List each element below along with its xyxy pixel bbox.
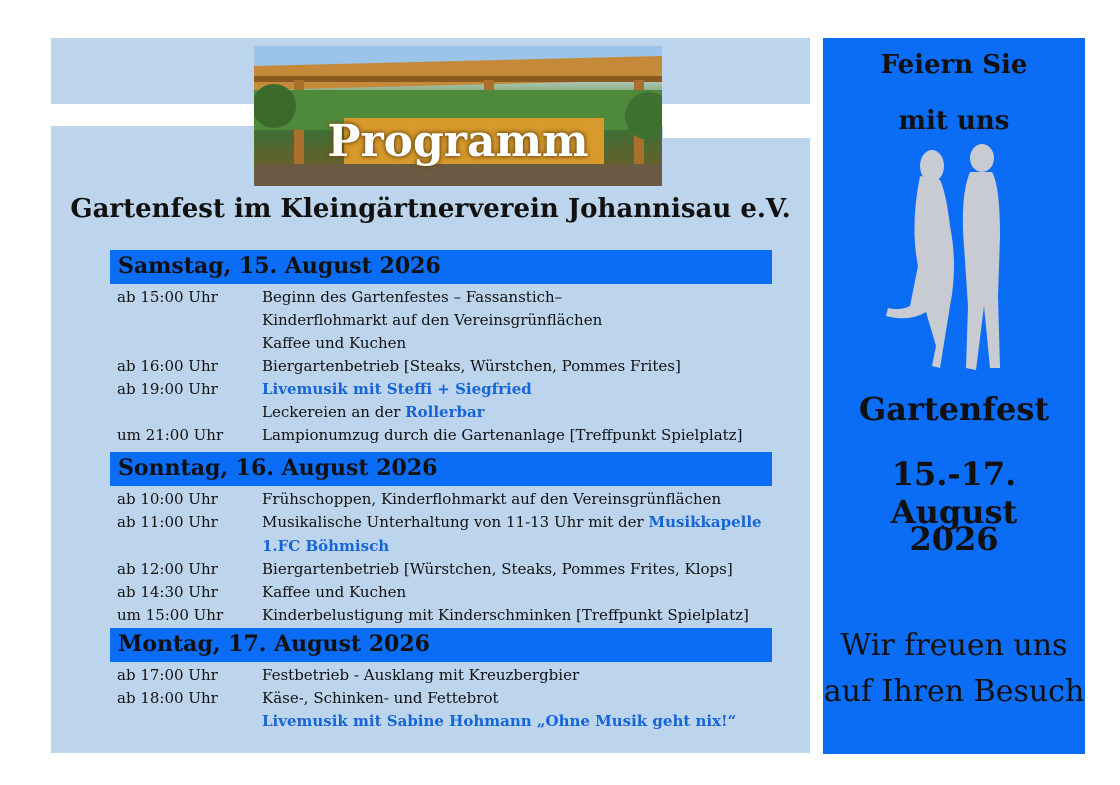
description-text: Biergartenbetrieb [Steaks, Würstchen, Pommes Frites]: [262, 357, 681, 375]
promo-line2: mit uns: [898, 106, 1010, 136]
schedule-time: ab 18:00 Uhr: [117, 689, 218, 707]
schedule-description: [262, 712, 736, 730]
schedule-description: [262, 689, 499, 707]
description-text: Lampionumzug durch die Gartenanlage [Treffpunkt Spielplatz]: [262, 426, 743, 444]
schedule-description: [262, 560, 733, 578]
schedule-time: ab 12:00 Uhr: [117, 560, 218, 578]
description-text: Leckereien an der: [262, 403, 406, 421]
description-highlight: Rollerbar: [405, 403, 485, 421]
schedule-description: [262, 513, 762, 531]
promo-welcome2: auf Ihren Besuch: [823, 674, 1085, 709]
description-text: Beginn des Gartenfestes – Fassanstich–: [262, 288, 563, 306]
schedule-description: [262, 380, 532, 398]
schedule-time: ab 14:30 Uhr: [117, 583, 218, 601]
page-title: Gartenfest im Kleingärtnerverein Johannisau e.V.: [70, 194, 791, 224]
day-title: Sonntag, 16. August 2026: [118, 455, 438, 481]
day-header: [110, 250, 772, 284]
schedule-time: ab 10:00 Uhr: [117, 490, 218, 508]
description-text: Käse-, Schinken- und Fettebrot: [262, 689, 499, 707]
schedule-time: ab 17:00 Uhr: [117, 666, 218, 684]
schedule-description: [262, 357, 681, 375]
schedule-description: [262, 583, 406, 601]
schedule-description: [262, 288, 562, 306]
photo-title: Programm: [327, 116, 589, 167]
schedule-time: um 21:00 Uhr: [117, 426, 224, 444]
schedule-description: [262, 334, 406, 352]
schedule-time: ab 19:00 Uhr: [117, 380, 218, 398]
description-text: Kaffee und Kuchen: [262, 583, 407, 601]
description-text: Frühschoppen, Kinderflohmarkt auf den Vereinsgrünflächen: [262, 490, 722, 508]
description-text: Festbetrieb - Ausklang mit Kreuzbergbier: [262, 666, 580, 684]
description-highlight: 1.FC Böhmisch: [262, 537, 390, 555]
description-text: Biergartenbetrieb [Würstchen, Steaks, Pommes Frites, Klops]: [262, 560, 733, 578]
description-highlight: Livemusik mit Sabine Hohmann „Ohne Musik geht nix!“: [262, 712, 737, 730]
description-text: Kinderbelustigung mit Kinderschminken [Treffpunkt Spielplatz]: [262, 606, 749, 624]
schedule-description: [262, 537, 389, 555]
promo-line1: Feiern Sie: [880, 50, 1028, 80]
schedule-description: [262, 490, 721, 508]
schedule-time: ab 16:00 Uhr: [117, 357, 218, 375]
promo-year: 2026: [909, 520, 999, 558]
day-header: [110, 452, 772, 486]
day-title: Samstag, 15. August 2026: [118, 253, 441, 279]
description-text: Kaffee und Kuchen: [262, 334, 407, 352]
description-text: Kinderflohmarkt auf den Vereinsgrünflächen: [262, 311, 603, 329]
schedule-description: [262, 606, 749, 624]
promo-fest: Gartenfest: [858, 390, 1050, 428]
schedule-description: [262, 311, 602, 329]
promo-welcome1: Wir freuen uns: [840, 628, 1068, 663]
schedule-time: ab 11:00 Uhr: [117, 513, 218, 531]
schedule-time: um 15:00 Uhr: [117, 606, 224, 624]
schedule-description: [262, 426, 742, 444]
schedule-description: [262, 403, 485, 421]
description-highlight: Musikkapelle: [648, 513, 762, 531]
promo-dates: 15.-17. August: [890, 455, 1018, 531]
day-title: Montag, 17. August 2026: [118, 631, 430, 657]
description-highlight: Livemusik mit Steffi + Siegfried: [262, 380, 532, 398]
description-text: Musikalische Unterhaltung von 11-13 Uhr mit der: [262, 513, 649, 531]
white-stripe-right: [663, 116, 810, 138]
schedule-time: ab 15:00 Uhr: [117, 288, 218, 306]
schedule-description: [262, 666, 579, 684]
garden-photo: [254, 46, 662, 186]
day-header: [110, 628, 772, 662]
